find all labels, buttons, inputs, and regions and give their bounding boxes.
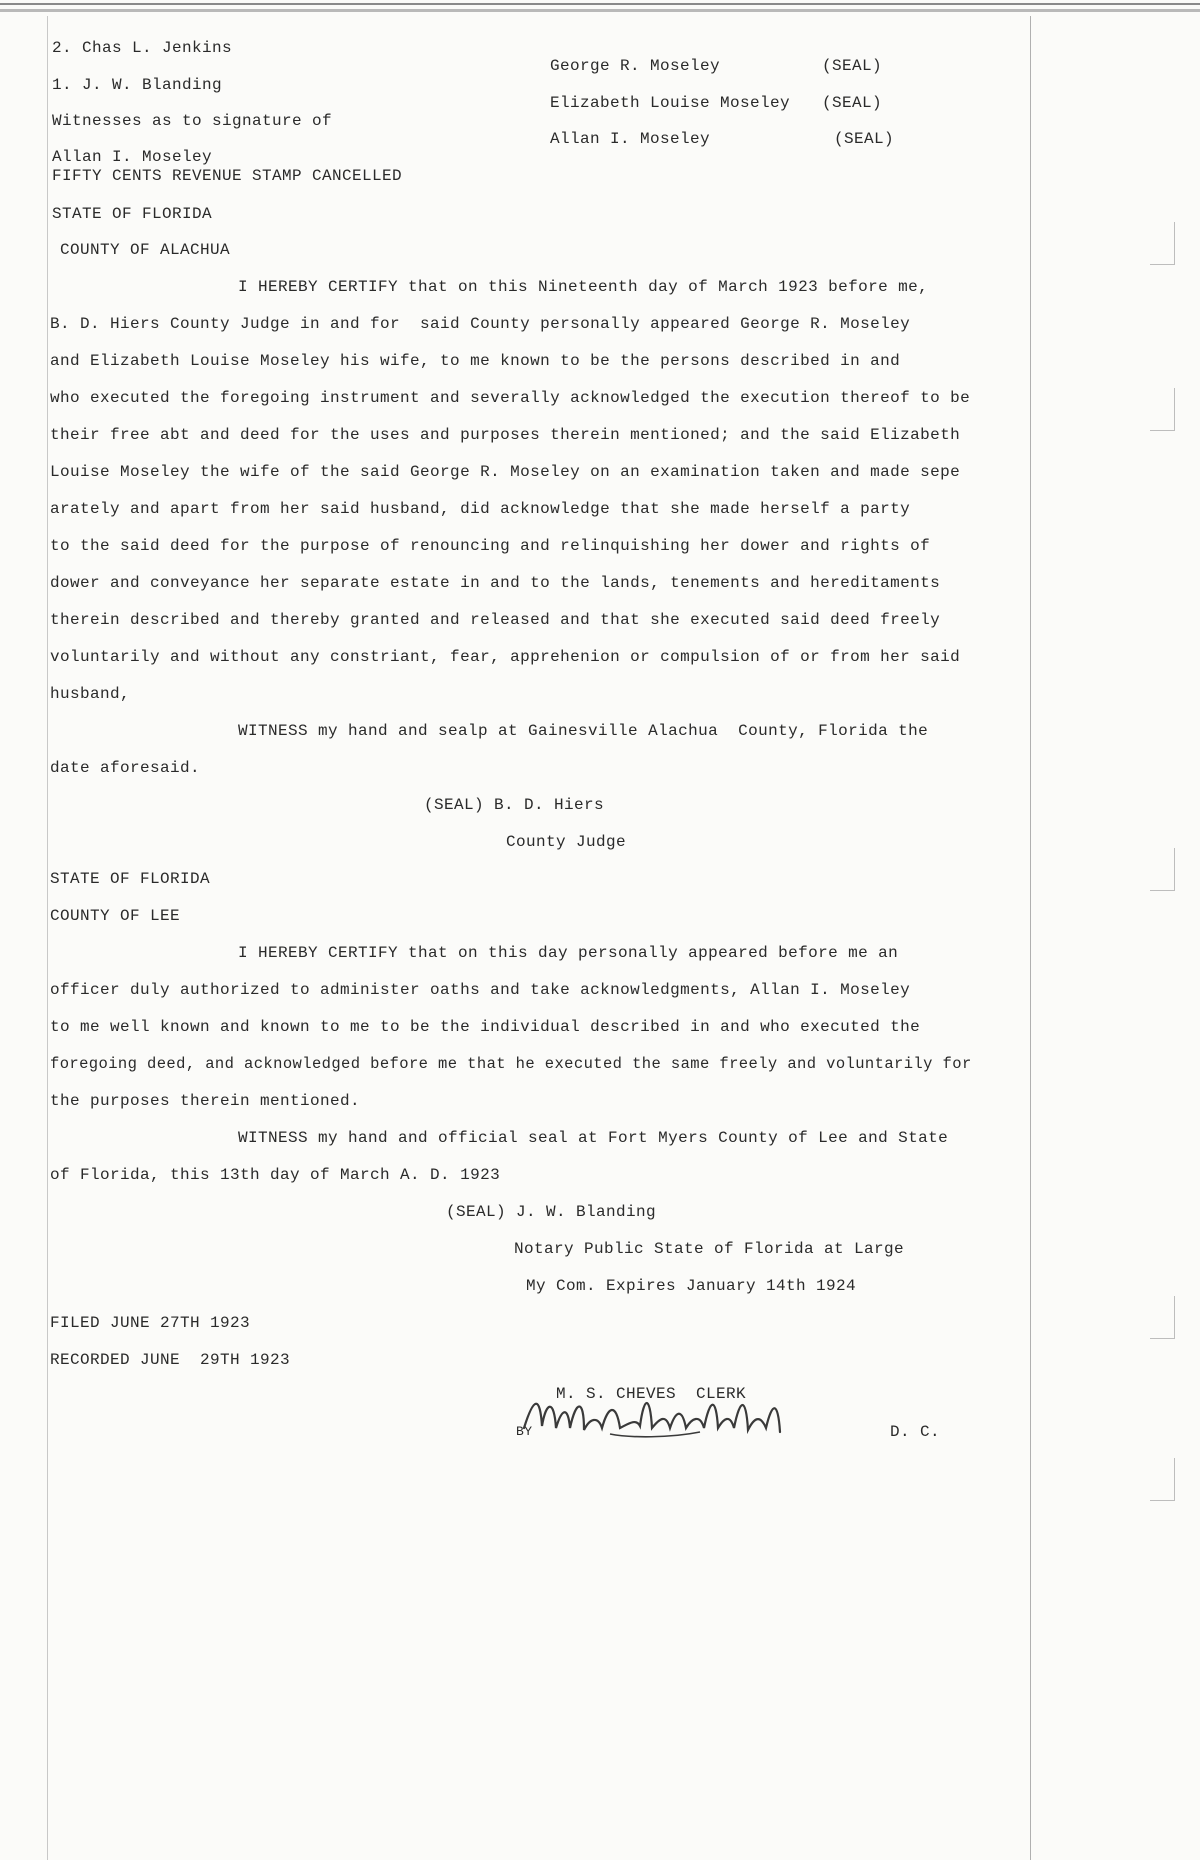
witness-heading: Witnesses as to signature of bbox=[52, 112, 333, 130]
right-margin-rule bbox=[1030, 16, 1031, 1860]
ack2-line: officer duly authorized to administer oaths and take acknowledgments, Allan I. Moseley bbox=[50, 981, 911, 999]
ack2-witness-line: WITNESS my hand and official seal at Fort Myers County of Lee and State bbox=[238, 1129, 949, 1147]
by-label: BY bbox=[516, 1424, 533, 1439]
filed-date: FILED JUNE 27TH 1923 bbox=[50, 1314, 251, 1332]
ack2-county: COUNTY OF LEE bbox=[50, 907, 181, 925]
ack1-officer-title: County Judge bbox=[506, 833, 627, 851]
left-margin-rule bbox=[47, 16, 48, 1860]
ack2-officer-title: Notary Public State of Florida at Large bbox=[514, 1240, 905, 1258]
ack2-commission: My Com. Expires January 14th 1924 bbox=[526, 1277, 857, 1295]
ack1-line: dower and conveyance her separate estate in and to the lands, tenements and hereditaments bbox=[50, 574, 941, 592]
grantor-name: Allan I. Moseley bbox=[550, 130, 711, 148]
ack1-line: husband, bbox=[50, 685, 131, 703]
ack2-line: foregoing deed, and acknowledged before me that he executed the same freely and voluntarily for bbox=[50, 1055, 972, 1073]
ack1-line: arately and apart from her said husband, did acknowledge that she made herself a party bbox=[50, 500, 911, 518]
grantor-seal: (SEAL) bbox=[822, 94, 883, 112]
ack1-county: COUNTY OF ALACHUA bbox=[60, 241, 231, 259]
ack1-line: who executed the foregoing instrument and severally acknowledged the execution thereof to be bbox=[50, 389, 971, 407]
ack2-state: STATE OF FLORIDA bbox=[50, 870, 211, 888]
witness-2: 2. Chas L. Jenkins bbox=[52, 39, 233, 57]
ack1-line: their free abt and deed for the uses and purposes therein mentioned; and the said Elizabeth bbox=[50, 426, 961, 444]
clerk-name: M. S. CHEVES CLERK bbox=[556, 1385, 747, 1403]
ack1-line: therein described and thereby granted and released and that she executed said deed freely bbox=[50, 611, 941, 629]
ack1-line: and Elizabeth Louise Moseley his wife, to me known to be the persons described in and bbox=[50, 352, 901, 370]
ack1-witness-line: WITNESS my hand and sealp at Gainesville Alachua County, Florida the bbox=[238, 722, 929, 740]
grantor-seal: (SEAL) bbox=[822, 57, 883, 75]
ack1-line: B. D. Hiers County Judge in and for said County personally appeared George R. Moseley bbox=[50, 315, 911, 333]
recorded-date: RECORDED JUNE 29TH 1923 bbox=[50, 1351, 291, 1369]
ack2-seal-signature: (SEAL) J. W. Blanding bbox=[446, 1203, 657, 1221]
ack1-line: voluntarily and without any constriant, fear, apprehenion or compulsion of or from her said bbox=[50, 648, 961, 666]
page-top-border bbox=[0, 0, 1200, 16]
ack1-line: to the said deed for the purpose of renouncing and relinquishing her dower and rights of bbox=[50, 537, 931, 555]
deputy-clerk-label: D. C. bbox=[890, 1423, 941, 1441]
ack2-line: I HEREBY CERTIFY that on this day personally appeared before me an bbox=[238, 944, 899, 962]
witness-1: 1. J. W. Blanding bbox=[52, 76, 223, 94]
ack2-line: to me well known and known to me to be the individual described in and who executed the bbox=[50, 1018, 921, 1036]
ack1-seal-signature: (SEAL) B. D. Hiers bbox=[424, 796, 605, 814]
ack2-line: the purposes therein mentioned. bbox=[50, 1092, 361, 1110]
grantor-name: Elizabeth Louise Moseley bbox=[550, 94, 791, 112]
revenue-stamp-note: FIFTY CENTS REVENUE STAMP CANCELLED bbox=[52, 167, 403, 185]
ack1-line: Louise Moseley the wife of the said George R. Moseley on an examination taken and made sepe bbox=[50, 463, 961, 481]
witness-signatory: Allan I. Moseley bbox=[52, 148, 213, 166]
ack2-witness-line-2: of Florida, this 13th day of March A. D. 1923 bbox=[50, 1166, 501, 1184]
deputy-clerk-signature bbox=[510, 1388, 810, 1448]
ack1-state: STATE OF FLORIDA bbox=[52, 205, 213, 223]
ack1-line: I HEREBY CERTIFY that on this Nineteenth day of March 1923 before me, bbox=[238, 278, 929, 296]
grantor-name: George R. Moseley bbox=[550, 57, 721, 75]
grantor-seal: (SEAL) bbox=[834, 130, 895, 148]
ack1-date-line: date aforesaid. bbox=[50, 759, 201, 777]
